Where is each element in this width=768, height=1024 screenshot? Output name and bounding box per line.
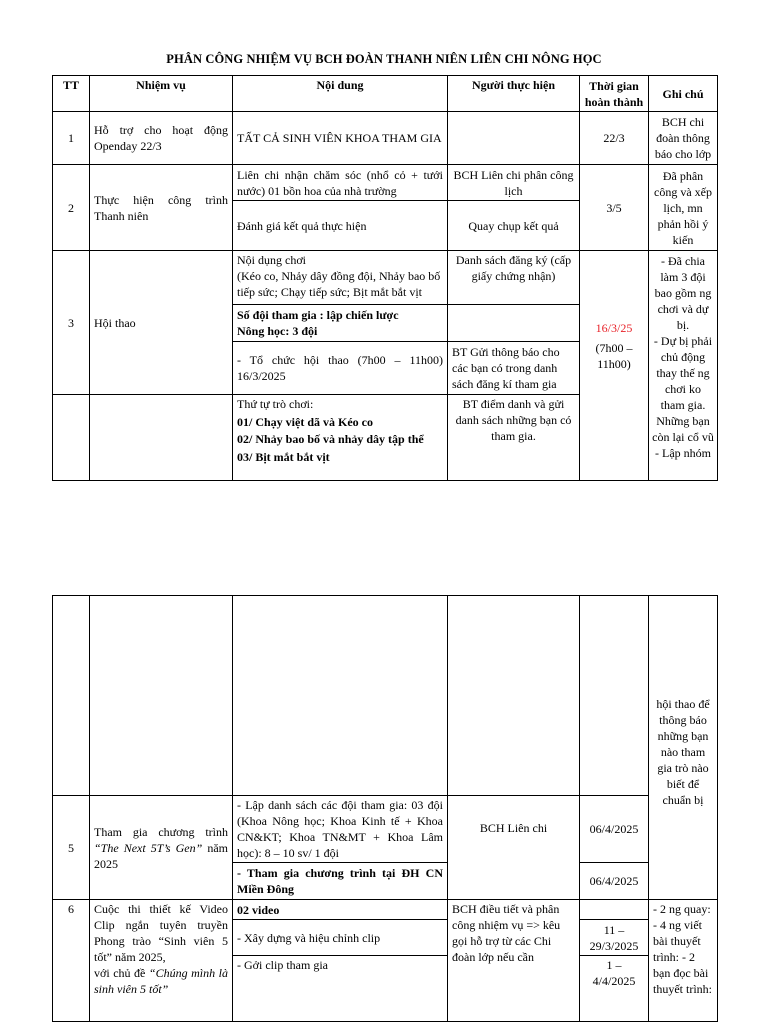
row6-nguoi: BCH điều tiết và phân công nhiệm vụ => kêu gọi hỗ trợ từ các Chi đoàn lớp nếu cần bbox=[448, 900, 580, 1022]
row5-thoi-gian-1: 06/4/2025 bbox=[580, 796, 649, 863]
row3-noi-dung-2-a: Số đội tham gia : lập chiến lược bbox=[237, 308, 399, 322]
row1-thoi-gian: 22/3 bbox=[580, 112, 649, 165]
row3-nguoi-2 bbox=[448, 305, 580, 342]
row3-noi-dung-1-list: (Kéo co, Nhảy dây đồng đội, Nhảy bao bố tiếp sức; Chạy tiếp sức; Bịt mắt bắt vịt bbox=[237, 269, 441, 299]
row3-noi-dung-1-title: Nội dụng chơi bbox=[237, 253, 307, 267]
cont-thoi-gian bbox=[580, 596, 649, 796]
row4-game-2: 02/ Nhảy bao bố và nhảy dây tập thể bbox=[237, 432, 424, 446]
row6-nhiem-vu-b: với chủ đề bbox=[94, 966, 149, 980]
header-thoi-gian-line1: Thời gian bbox=[589, 78, 639, 93]
row2-nguoi-1: BCH Liên chi phân công lịch bbox=[448, 165, 580, 201]
row6-thoi-gian-1 bbox=[580, 900, 649, 920]
row3-ghi-chu-1: - Đã chia làm 3 đội bao gồm ng chơi và dự bị. bbox=[654, 254, 712, 332]
row5-noi-dung-1: - Lập danh sách các đội tham gia: 03 đội (Khoa Nông học; Khoa Kinh tế + Khoa CN&KT; Khoa TN&MT + Khoa Lâm học): 8 – 10 sv/ 1 đội bbox=[233, 796, 448, 863]
row6-nhiem-vu-a: Cuộc thi thiết kế Video Clip ngắn tuyên truyền Phong trào “Sinh viên 5 tốt” năm 2025, bbox=[94, 902, 228, 964]
table-row-5a bbox=[53, 796, 718, 863]
row4-tt bbox=[53, 395, 90, 481]
row6-nhiem-vu bbox=[90, 900, 233, 1022]
row2-nguoi-2: Quay chụp kết quả bbox=[448, 201, 580, 251]
row2-ghi-chu: Đã phân công và xếp lịch, mn phản hồi ý kiến bbox=[649, 165, 718, 251]
cont-tt bbox=[53, 596, 90, 796]
row6-tt: 6 bbox=[53, 900, 90, 1022]
row5-nhiem-vu-a: Tham gia chương trình bbox=[94, 824, 228, 839]
row2-nhiem-vu: Thực hiện công trình Thanh niên bbox=[90, 165, 233, 251]
row6-noi-dung-1: 02 video bbox=[233, 900, 448, 920]
row3-noi-dung-1 bbox=[233, 251, 448, 305]
row1-noi-dung: TẤT CẢ SINH VIÊN KHOA THAM GIA bbox=[233, 112, 448, 165]
header-nguoi-thuc-hien: Người thực hiện bbox=[448, 76, 580, 112]
row3-noi-dung-3: - Tổ chức hội thao (7h00 – 11h00) 16/3/2025 bbox=[233, 342, 448, 395]
header-thoi-gian-line2: hoàn thành bbox=[584, 94, 644, 109]
table-row-6a bbox=[53, 900, 718, 920]
row2-thoi-gian: 3/5 bbox=[580, 165, 649, 251]
row3-nguoi-3: BT Gửi thông báo cho các bạn có trong danh sách đăng kí tham gia bbox=[448, 342, 580, 395]
row6-thoi-gian-3: 1 – 4/4/2025 bbox=[580, 956, 649, 1022]
table-row-1 bbox=[53, 112, 718, 165]
row5-noi-dung-2: - Tham gia chương trình tại ĐH CN Miền Đông bbox=[233, 863, 448, 900]
row5-tt: 5 bbox=[53, 796, 90, 900]
header-thoi-gian bbox=[580, 76, 649, 112]
row1-nhiem-vu: Hỗ trợ cho hoạt động Openday 22/3 bbox=[90, 112, 233, 165]
row4-nguoi: BT điểm danh và gửi danh sách những bạn có tham gia. bbox=[448, 395, 580, 481]
row2-noi-dung-2: Đánh giá kết quả thực hiện bbox=[233, 201, 448, 251]
row2-noi-dung-1: Liên chi nhận chăm sóc (nhổ cỏ + tưới nước) 01 bồn hoa của nhà trường bbox=[233, 165, 448, 201]
header-noi-dung: Nội dung bbox=[233, 76, 448, 112]
row4-noi-dung bbox=[233, 395, 448, 481]
row3-ghi-chu-3: - Lập nhóm bbox=[655, 446, 711, 460]
row1-ghi-chu: BCH chi đoàn thông báo cho lớp bbox=[649, 112, 718, 165]
row3-thoi-gian-time: (7h00 – 11h00) bbox=[595, 340, 633, 371]
row3-noi-dung-2 bbox=[233, 305, 448, 342]
row6-noi-dung-2: - Xây dựng và hiệu chỉnh clip bbox=[233, 920, 448, 956]
row3-thoi-gian-date: 16/3/25 bbox=[595, 320, 633, 335]
row3-thoi-gian bbox=[580, 251, 649, 481]
row1-nguoi bbox=[448, 112, 580, 165]
header-nhiem-vu: Nhiệm vụ bbox=[90, 76, 233, 112]
row3-tt: 3 bbox=[53, 251, 90, 395]
cont-nguoi bbox=[448, 596, 580, 796]
row6-theme: “Chúng mình là sinh viên 5 tốt” bbox=[94, 966, 228, 996]
row1-tt: 1 bbox=[53, 112, 90, 165]
row3-noi-dung-2-b: Nông học: 3 đội bbox=[237, 324, 318, 338]
row5-nhiem-vu-c: năm 2025 bbox=[94, 840, 228, 871]
row4-nhiem-vu bbox=[90, 395, 233, 481]
cont-noi-dung bbox=[233, 596, 448, 796]
row6-thoi-gian-2: 11 – 29/3/2025 bbox=[580, 920, 649, 956]
row5-nguoi: BCH Liên chi bbox=[448, 796, 580, 900]
row3-ghi-chu-2: - Dự bị phải chủ động thay thế ng chơi ko tham gia. Những bạn còn lại cổ vũ bbox=[652, 334, 714, 444]
row5-program-name: “The Next 5T’s Gen” bbox=[94, 840, 203, 855]
header-ghi-chu: Ghi chú bbox=[649, 76, 718, 112]
table-row-3a bbox=[53, 251, 718, 305]
assignment-table bbox=[52, 75, 718, 481]
row3-ghi-chu bbox=[649, 251, 718, 481]
row2-tt: 2 bbox=[53, 165, 90, 251]
row5-nhiem-vu bbox=[90, 796, 233, 900]
row5-thoi-gian-2: 06/4/2025 bbox=[580, 863, 649, 900]
row6-noi-dung-3: - Gởi clip tham gia bbox=[233, 956, 448, 1022]
row4-game-3: 03/ Bịt mắt bắt vịt bbox=[237, 449, 330, 464]
table-row-continued bbox=[53, 596, 718, 796]
page-title: PHÂN CÔNG NHIỆM VỤ BCH ĐOÀN THANH NIÊN LIÊN CHI NÔNG HỌC bbox=[166, 52, 602, 66]
row3-nguoi-1: Danh sách đăng ký (cấp giấy chứng nhận) bbox=[448, 251, 580, 305]
cont-ghi-chu: hội thao để thông báo những bạn nào tham gia trò nào biết để chuẩn bị bbox=[649, 596, 718, 900]
table-row-2a bbox=[53, 165, 718, 201]
header-tt: TT bbox=[53, 76, 90, 112]
cont-nhiem-vu bbox=[90, 596, 233, 796]
row4-noi-dung-title: Thứ tự trò chơi: bbox=[237, 397, 314, 411]
row3-nhiem-vu: Hội thao bbox=[90, 251, 233, 395]
assignment-table-continued bbox=[52, 595, 718, 1022]
table-header-row bbox=[53, 76, 718, 112]
row4-game-1: 01/ Chạy việt dã và Kéo co bbox=[237, 414, 373, 429]
row6-ghi-chu: - 2 ng quay: - 4 ng viết bài thuyết trình: - 2 bạn đọc bài thuyết trình: bbox=[649, 900, 718, 1022]
